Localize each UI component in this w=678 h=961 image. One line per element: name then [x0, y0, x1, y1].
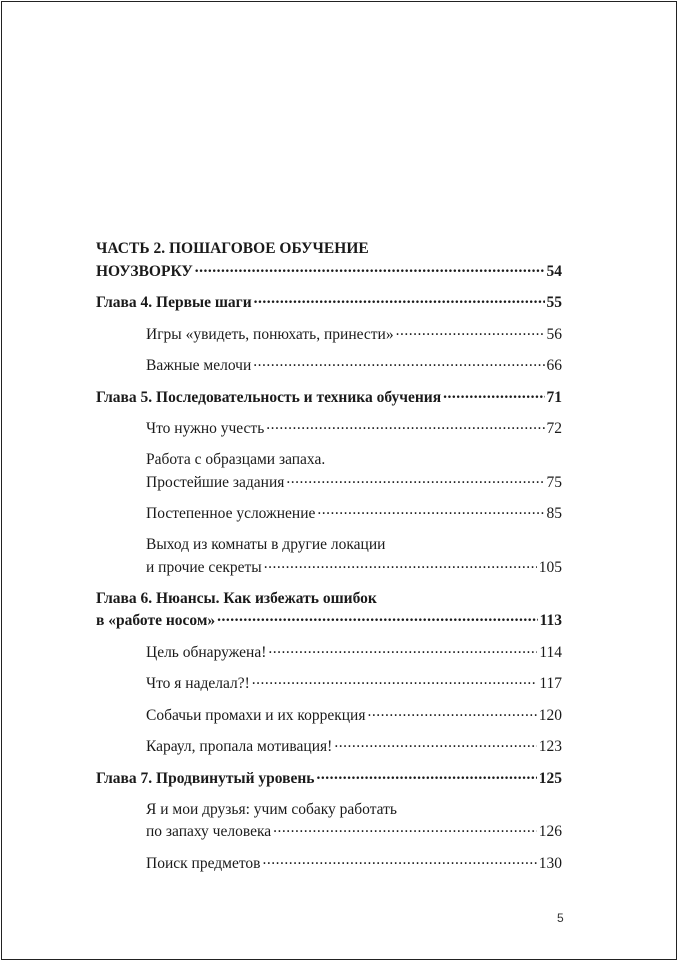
- toc-entry-sub[interactable]: [146, 323, 562, 346]
- toc-entry-row: [96, 610, 562, 633]
- toc-entry-row: [146, 704, 562, 727]
- toc-entry-page-number: 56: [546, 325, 562, 343]
- toc-entry-row: [146, 736, 562, 759]
- dot-leader: [252, 673, 538, 689]
- toc-entry-sub[interactable]: [146, 736, 562, 759]
- toc-entry-row: [146, 673, 562, 696]
- toc-entry-sub[interactable]: [146, 449, 562, 494]
- toc-entry-row: [146, 471, 562, 494]
- toc-entry-row: [146, 323, 562, 346]
- toc-entry-page-number: 71: [546, 388, 562, 406]
- toc-entry-title-line: Я и мои друзья: учим собаку работать: [146, 800, 397, 818]
- toc-entry-row: [146, 418, 562, 441]
- toc-entry-title-line: по запаху человека: [146, 823, 272, 840]
- table-of-contents: [96, 238, 562, 884]
- toc-entry-sub[interactable]: [146, 355, 562, 378]
- dot-leader: [262, 852, 536, 868]
- toc-entry-page-number: 85: [546, 505, 562, 522]
- toc-entry-title-line: Выход из комнаты в другие локации: [146, 536, 386, 553]
- dot-leader: [253, 355, 544, 371]
- toc-entry-chapter[interactable]: [96, 588, 562, 633]
- toc-entry-title-line: Игры «увидеть, понюхать, принести»: [146, 325, 394, 343]
- book-page: [1, 1, 677, 960]
- toc-entry-sub[interactable]: [146, 673, 562, 696]
- toc-entry-title-line: в «работе носом»: [96, 612, 216, 629]
- toc-entry-title-line: Караул, пропала мотивация!: [146, 738, 333, 755]
- toc-entry-title-line: Постепенное усложнение: [146, 505, 316, 522]
- dot-leader: [195, 260, 545, 276]
- dot-leader: [286, 471, 544, 487]
- toc-entry-title-line: Глава 7. Продвинутый уровень: [96, 769, 315, 787]
- toc-entry-sub[interactable]: [146, 799, 562, 844]
- dot-leader: [264, 556, 537, 572]
- toc-entry-row: [96, 292, 562, 315]
- toc-entry-sub[interactable]: [146, 641, 562, 664]
- toc-entry-page-number: 113: [539, 612, 562, 629]
- toc-entry-row: [146, 503, 562, 526]
- toc-entry-page-number: 130: [538, 854, 562, 872]
- toc-entry-title-line: Что нужно учесть: [146, 420, 265, 437]
- toc-entry-page-number: 120: [538, 706, 562, 724]
- toc-entry-row: [96, 386, 562, 409]
- toc-entry-sub[interactable]: [146, 852, 562, 875]
- toc-entry-sub[interactable]: [146, 503, 562, 526]
- dot-leader: [217, 610, 537, 626]
- toc-entry-page-number: 114: [539, 643, 562, 661]
- toc-entry-page-number: 105: [538, 558, 562, 576]
- dot-leader: [317, 767, 537, 783]
- toc-entry-title-line: ЧАСТЬ 2. ПОШАГОВОЕ ОБУЧЕНИЕ: [96, 240, 369, 257]
- toc-entry-title-line: Глава 5. Последовательность и техника обучения: [96, 388, 442, 406]
- toc-entry-row: [146, 355, 562, 378]
- toc-entry-title-line: Простейшие задания: [146, 473, 285, 491]
- toc-entry-page-number: 117: [539, 675, 562, 692]
- toc-entry-chapter[interactable]: [96, 386, 562, 409]
- toc-entry-page-number: 125: [538, 769, 562, 787]
- toc-entry-row: [146, 641, 562, 664]
- page-number: 5: [557, 911, 564, 925]
- toc-entry-row: [146, 556, 562, 579]
- toc-entry-sub[interactable]: [146, 534, 562, 579]
- dot-leader: [396, 323, 545, 339]
- dot-leader: [268, 641, 537, 657]
- toc-entry-page-number: 75: [546, 473, 562, 491]
- toc-entry-title-line: Что я наделал?!: [146, 675, 250, 692]
- toc-entry-page-number: 123: [538, 738, 562, 755]
- toc-entry-page-number: 54: [546, 262, 562, 280]
- toc-entry-row: [96, 767, 562, 790]
- toc-entry-title-line: Важные мелочи: [146, 357, 252, 374]
- toc-entry-title-line: Глава 6. Нюансы. Как избежать ошибок: [96, 589, 377, 607]
- toc-entry-sub[interactable]: [146, 418, 562, 441]
- toc-entry-page-number: 126: [538, 823, 562, 840]
- toc-entry-row: [146, 821, 562, 844]
- toc-entry-title-line: НОУЗВОРКУ: [96, 262, 193, 280]
- toc-entry-title-line: Глава 4. Первые шаги: [96, 294, 252, 311]
- dot-leader: [367, 704, 536, 720]
- toc-entry-sub[interactable]: [146, 704, 562, 727]
- toc-entry-page-number: 72: [546, 420, 562, 437]
- toc-entry-title-line: Цель обнаружена!: [146, 643, 267, 661]
- toc-entry-title-line: и прочие секреты: [146, 558, 262, 576]
- dot-leader: [443, 386, 544, 402]
- dot-leader: [334, 736, 536, 752]
- toc-entry-chapter[interactable]: [96, 292, 562, 315]
- dot-leader: [266, 418, 544, 434]
- dot-leader: [254, 292, 545, 308]
- dot-leader: [317, 503, 544, 519]
- toc-entry-title-line: Поиск предметов: [146, 854, 261, 872]
- toc-entry-page-number: 55: [546, 294, 562, 311]
- toc-entry-row: [96, 260, 562, 283]
- toc-entry-part[interactable]: [96, 238, 562, 283]
- toc-entry-page-number: 66: [546, 357, 562, 374]
- toc-entry-title-line: Работа с образцами запаха.: [146, 451, 326, 468]
- toc-entry-row: [146, 852, 562, 875]
- toc-entry-chapter[interactable]: [96, 767, 562, 790]
- toc-entry-title-line: Собачьи промахи и их коррекция: [146, 706, 366, 724]
- dot-leader: [273, 821, 537, 837]
